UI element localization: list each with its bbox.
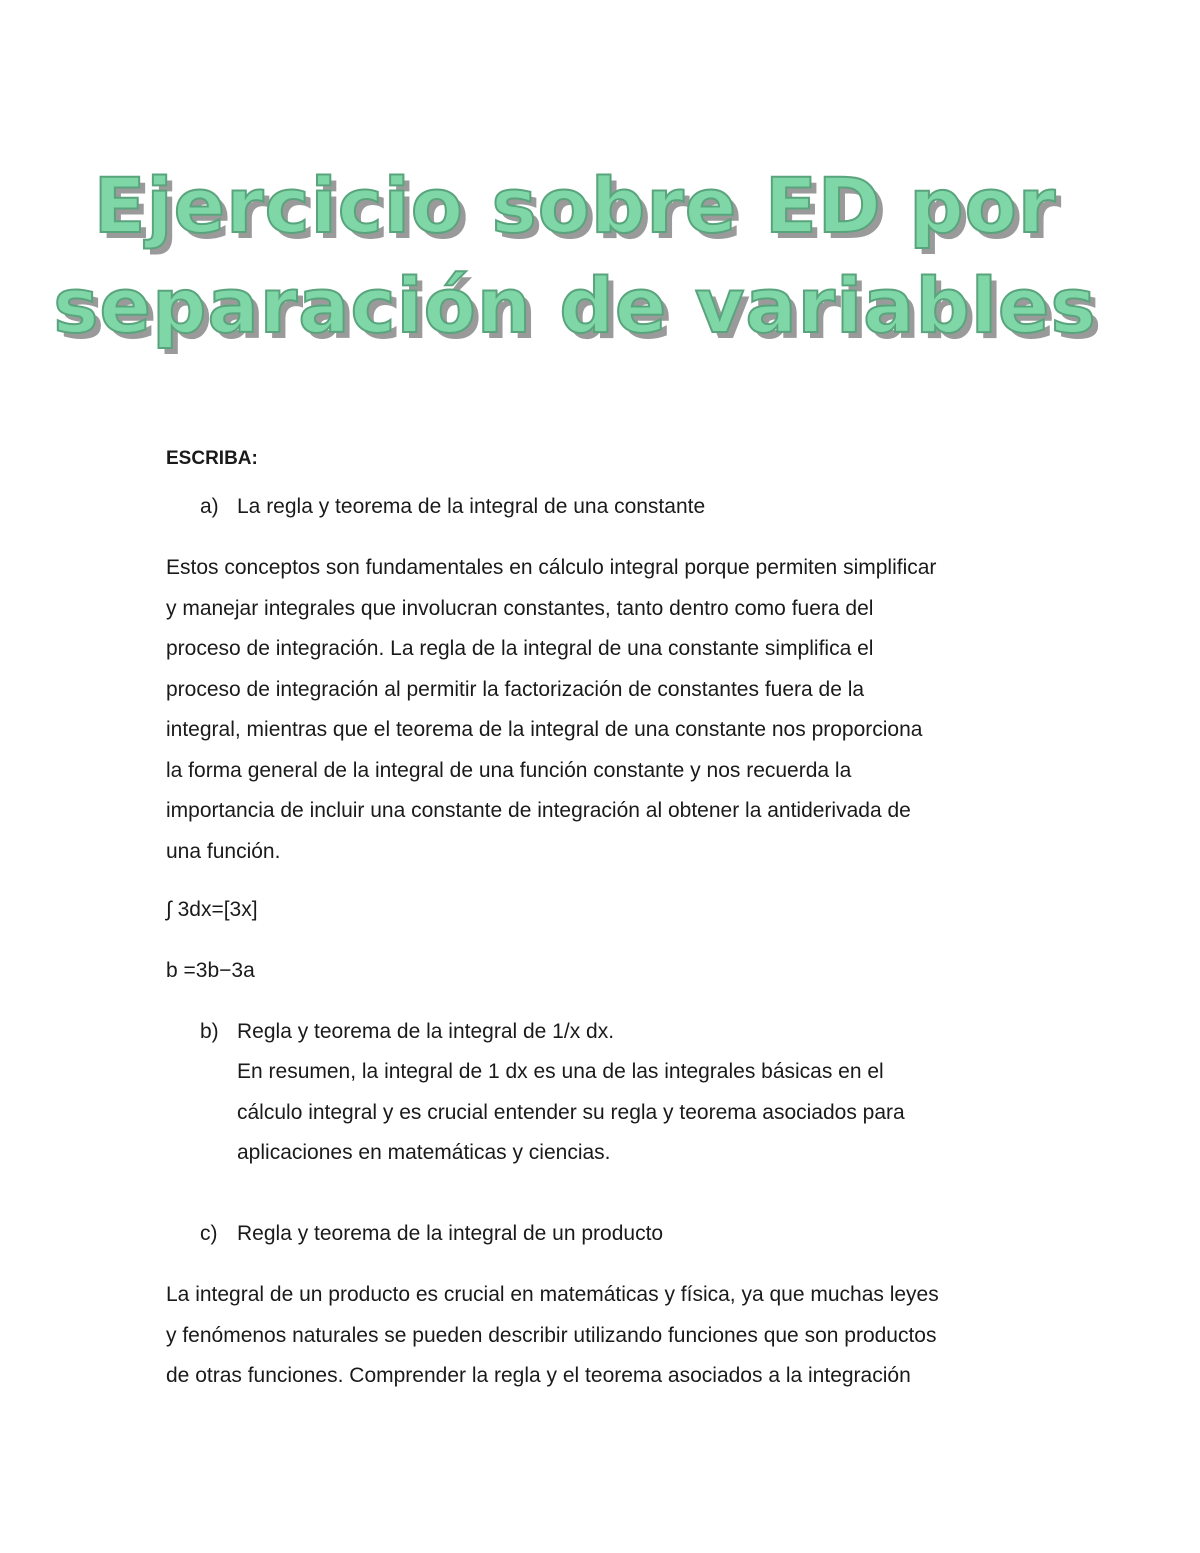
paragraph-2-line: La integral de un producto es crucial en matemáticas y física, ya que muchas leyes (166, 1283, 939, 1306)
formula-evaluation: b =3b−3a (166, 959, 255, 982)
paragraph-1-line: la forma general de la integral de una función constante y nos recuerda la (166, 758, 852, 782)
list-item-b-body (237, 1052, 1037, 1174)
list-item-c-label: c) (200, 1222, 218, 1245)
title-line-2: separación de variables (53, 261, 1097, 350)
list-item-b-text: Regla y teorema de la integral de 1/x dx. (237, 1020, 615, 1043)
list-item-b-body-line: aplicaciones en matemáticas y ciencias. (237, 1141, 611, 1164)
paragraph-2-line: de otras funciones. Comprender la regla y el teorema asociados a la integración (166, 1364, 911, 1387)
list-item-b (200, 1020, 614, 1044)
paragraph-1-line: proceso de integración al permitir la factorización de constantes fuera de la (166, 677, 865, 701)
list-item-c (200, 1222, 663, 1246)
list-item-b-body-line: En resumen, la integral de 1 dx es una de las integrales básicas en el (237, 1060, 884, 1083)
list-item-b-body-line: cálculo integral y es crucial entender su regla y teorema asociados para (237, 1100, 905, 1124)
list-item-a-text: La regla y teorema de la integral de una constante (237, 495, 706, 518)
paragraph-2 (166, 1275, 1046, 1397)
paragraph-1-line: proceso de integración. La regla de la integral de una constante simplifica el (166, 637, 874, 660)
title-line-1: Ejercicio sobre ED por (93, 161, 1057, 250)
section-heading: ESCRIBA: (166, 448, 258, 469)
paragraph-2-line: y fenómenos naturales se pueden describir utilizando funciones que son productos (166, 1323, 937, 1347)
paragraph-1-line: importancia de incluir una constante de integración al obtener la antiderivada de (166, 799, 911, 822)
formula-integral: ∫ 3dx=[3x] (166, 898, 258, 921)
list-item-a (200, 495, 705, 519)
list-item-c-text: Regla y teorema de la integral de un producto (237, 1222, 664, 1245)
paragraph-1-line: y manejar integrales que involucran constantes, tanto dentro como fuera del (166, 596, 874, 620)
paragraph-1 (166, 548, 1046, 872)
list-item-b-label: b) (200, 1020, 219, 1043)
paragraph-1-line: Estos conceptos son fundamentales en cálculo integral porque permiten simplificar (166, 556, 937, 579)
list-item-a-label: a) (200, 495, 219, 518)
paragraph-1-line: una función. (166, 839, 281, 863)
paragraph-1-line: integral, mientras que el teorema de la integral de una constante nos proporciona (166, 718, 923, 741)
